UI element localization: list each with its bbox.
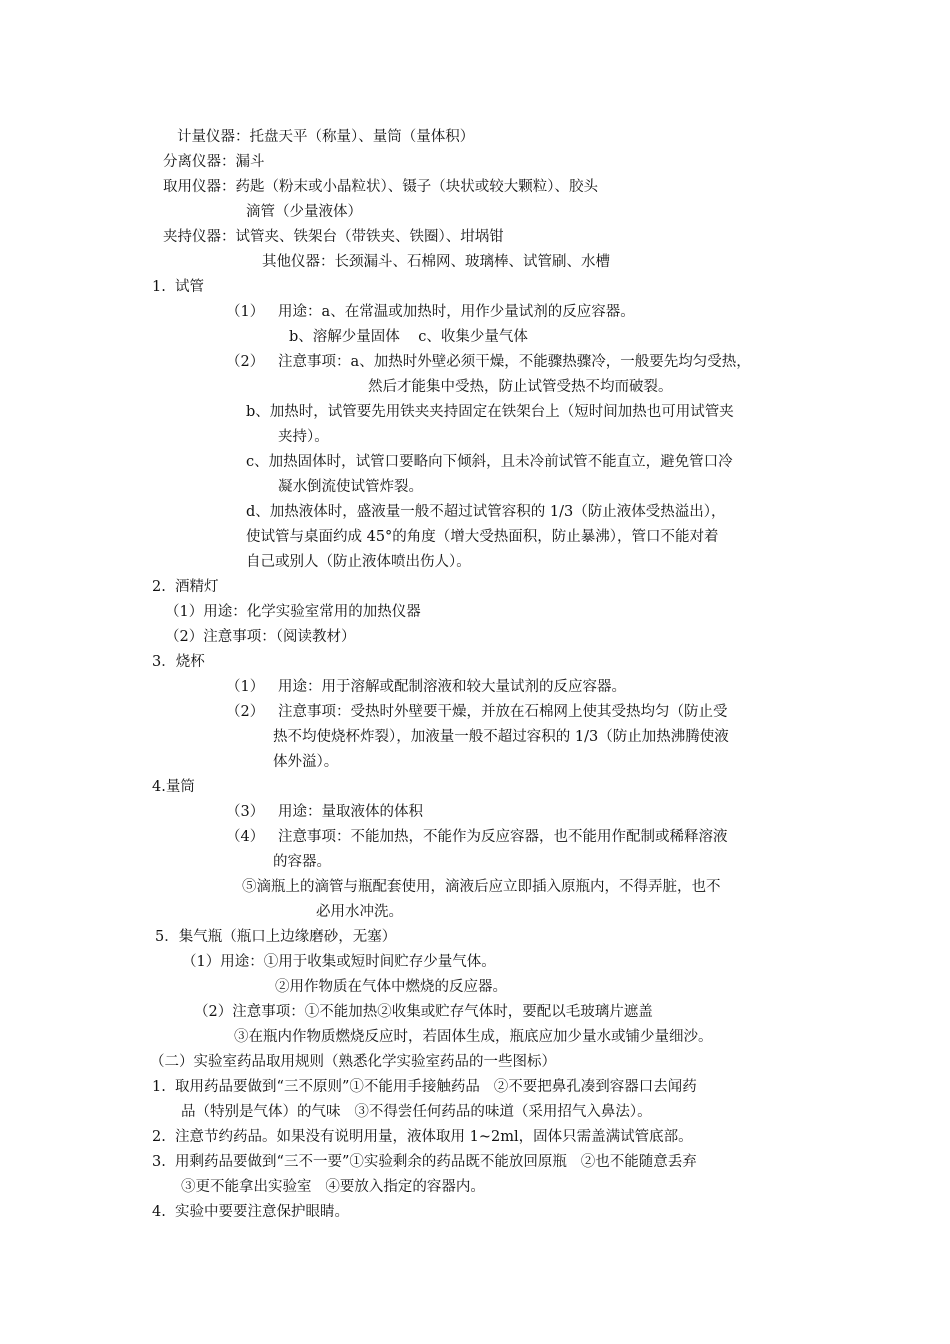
text-line: 计量仪器：托盘天平（称量）、量筒（量体积） (177, 129, 475, 145)
text-line: （1） 用途：a、在常温或加热时，用作少量试剂的反应容器。 (226, 304, 635, 320)
text-line: 4. 实验中要要注意保护眼睛。 (152, 1204, 350, 1220)
text-line: 1. 取用药品要做到“三不原则”①不能用手接触药品 ②不要把鼻孔凑到容器口去闻药 (152, 1079, 697, 1095)
text-line: （3） 用途：量取液体的体积 (226, 804, 424, 820)
text-line: b、加热时，试管要先用铁夹夹持固定在铁架台上（短时间加热也可用试管夹 (246, 404, 734, 420)
text-line: 自己或别人（防止液体喷出伤人）。 (246, 554, 471, 570)
text-line: （4） 注意事项：不能加热，不能作为反应容器，也不能用作配制或稀释溶液 (226, 829, 728, 845)
text-line: （1）用途：①用于收集或短时间贮存少量气体。 (182, 954, 496, 970)
section-heading: 2. 酒精灯 (152, 579, 219, 595)
text-line: （2）注意事项：①不能加热②收集或贮存气体时，要配以毛玻璃片遮盖 (194, 1004, 653, 1020)
section-heading: 1. 试管 (152, 279, 205, 295)
text-line: d、加热液体时，盛液量一般不超过试管容积的 1/3（防止液体受热溢出）， (246, 504, 726, 520)
text-line: ③在瓶内作物质燃烧反应时，若固体生成，瓶底应加少量水或铺少量细沙。 (234, 1029, 713, 1045)
text-line: 3. 用剩药品要做到“三不一要”①实验剩余的药品既不能放回原瓶 ②也不能随意丢弃 (152, 1154, 697, 1170)
text-line: 热不均使烧杯炸裂），加液量一般不超过容积的 1/3（防止加热沸腾使液 (273, 729, 729, 745)
section-heading: 4.量筒 (152, 779, 195, 795)
section-heading: 5．集气瓶（瓶口上边缘磨砂，无塞） (155, 929, 397, 945)
text-line: 然后才能集中受热，防止试管受热不均而破裂。 (368, 379, 673, 395)
text-line: 凝水倒流使试管炸裂。 (278, 479, 423, 495)
text-line: c、加热固体时，试管口要略向下倾斜，且未冷前试管不能直立，避免管口冷 (246, 454, 733, 470)
section-heading: （二）实验室药品取用规则（熟悉化学实验室药品的一些图标） (150, 1054, 556, 1070)
text-line: （1） 用途：用于溶解或配制溶液和较大量试剂的反应容器。 (226, 679, 627, 695)
text-line: 2. 注意节约药品。如果没有说明用量，液体取用 1~2ml，固体只需盖满试管底部。 (152, 1129, 693, 1145)
text-line: 使试管与桌面约成 45°的角度（增大受热面积，防止暴沸），管口不能对着 (246, 529, 719, 545)
text-line: 必用水冲洗。 (316, 904, 403, 920)
text-line: （2） 注意事项：受热时外壁要干燥，并放在石棉网上使其受热均匀（防止受 (226, 704, 728, 720)
text-line: （2） 注意事项：a、加热时外壁必须干燥，不能骤热骤冷，一般要先均匀受热， (226, 354, 751, 370)
text-line: ③更不能拿出实验室 ④要放入指定的容器内。 (181, 1179, 485, 1195)
text-line: b、溶解少量固体 c、收集少量气体 (289, 329, 528, 345)
text-line: 体外溢）。 (273, 754, 339, 770)
text-line: 夹持）。 (278, 429, 329, 445)
text-line: 其他仪器：长颈漏斗、石棉网、玻璃棒、试管刷、水槽 (262, 254, 610, 270)
text-line: 滴管（少量液体） (246, 204, 362, 220)
text-line: ⑤滴瓶上的滴管与瓶配套使用，滴液后应立即插入原瓶内，不得弄脏，也不 (242, 879, 721, 895)
text-line: 的容器。 (273, 854, 331, 870)
text-line: ②用作物质在气体中燃烧的反应器。 (275, 979, 507, 995)
text-line: （1）用途：化学实验室常用的加热仪器 (165, 604, 421, 620)
text-line: 品（特别是气体）的气味 ③不得尝任何药品的味道（采用招气入鼻法）。 (181, 1104, 652, 1120)
text-line: 分离仪器：漏斗 (163, 154, 265, 170)
text-line: 取用仪器：药匙（粉末或小晶粒状）、镊子（块状或较大颗粒）、胶头 (163, 179, 598, 195)
text-line: 夹持仪器：试管夹、铁架台（带铁夹、铁圈）、坩埚钳 (163, 229, 504, 245)
section-heading: 3．烧杯 (152, 654, 205, 670)
text-line: （2）注意事项：（阅读教材） (165, 629, 356, 645)
